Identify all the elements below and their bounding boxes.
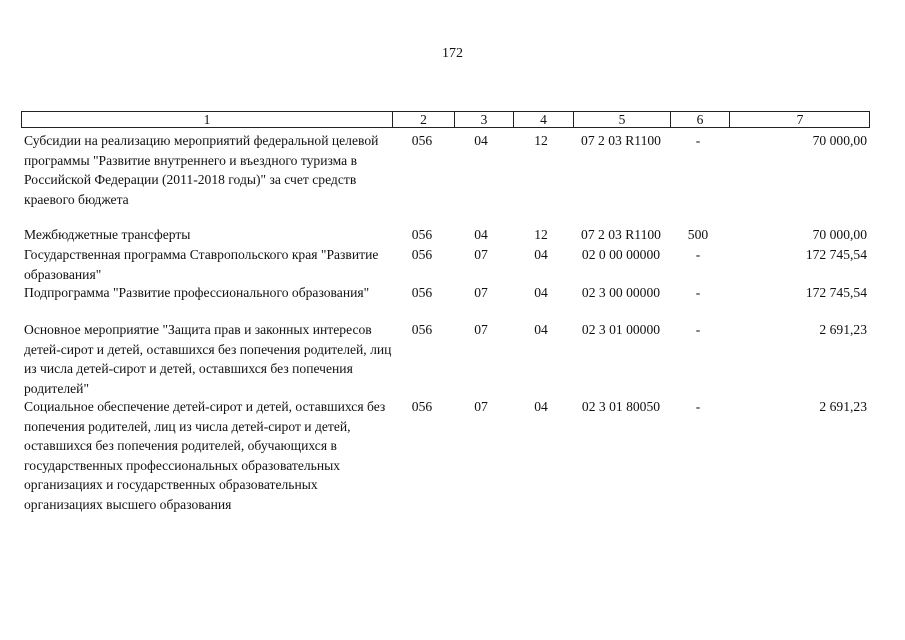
row-grbs: 056 <box>411 133 433 148</box>
header-col-4: 4 <box>540 112 547 127</box>
row-grbs: 056 <box>411 322 433 337</box>
row-expense-type: - <box>695 399 701 414</box>
row-sum: 2 691,23 <box>819 399 867 414</box>
row-grbs: 056 <box>411 285 433 300</box>
row-subsection: 12 <box>534 133 548 148</box>
row-subsection: 04 <box>534 285 548 300</box>
row-name: Межбюджетные трансферты <box>24 227 191 242</box>
row-subsection: 12 <box>534 227 548 242</box>
table-header <box>21 111 870 128</box>
row-target-article: 02 0 00 00000 <box>581 247 661 262</box>
row-name: Субсидии на реализацию мероприятий федеральной целевой программы "Развитие внутреннего и въездного туризма в Российской Федерации (2011-2018 годы)" за счет средств краевого бюджета <box>24 133 379 207</box>
row-name: Подпрограмма "Развитие профессионального образования" <box>24 285 370 300</box>
row-section: 07 <box>474 247 488 262</box>
row-sum: 172 745,54 <box>805 247 867 262</box>
row-expense-type: - <box>695 285 701 300</box>
header-col-1: 1 <box>203 112 211 127</box>
row-expense-type: 500 <box>687 227 709 242</box>
row-target-article: 02 3 01 00000 <box>581 322 661 337</box>
header-col-5: 5 <box>618 112 626 127</box>
row-section: 04 <box>474 133 488 148</box>
row-section: 04 <box>474 227 488 242</box>
header-col-2: 2 <box>420 112 427 127</box>
row-subsection: 04 <box>534 247 548 262</box>
row-sum: 2 691,23 <box>819 322 867 337</box>
header-col-3: 3 <box>480 112 488 127</box>
table-edge-tick <box>869 118 870 128</box>
row-sum: 70 000,00 <box>812 133 867 148</box>
row-name: Основное мероприятие "Защита прав и законных интересов детей-сирот и детей, оставшихся без попечения родителей, лиц из числа детей-сирот и детей, оставшихся без попечения родителей" <box>24 322 392 396</box>
header-col-6: 6 <box>696 112 704 127</box>
row-sum: 172 745,54 <box>805 285 867 300</box>
row-target-article: 07 2 03 R1100 <box>581 133 661 148</box>
row-expense-type: - <box>695 247 701 262</box>
budget-table <box>21 111 870 512</box>
page-number: 172 <box>442 46 463 61</box>
row-target-article: 07 2 03 R1100 <box>581 227 661 242</box>
row-grbs: 056 <box>411 227 433 242</box>
row-subsection: 04 <box>534 322 548 337</box>
row-name: Государственная программа Ставропольского края "Развитие образования" <box>24 247 379 282</box>
row-section: 07 <box>474 399 488 414</box>
header-col-7: 7 <box>796 112 804 127</box>
row-sum: 70 000,00 <box>812 227 867 242</box>
row-subsection: 04 <box>534 399 548 414</box>
row-target-article: 02 3 01 80050 <box>581 399 661 414</box>
row-grbs: 056 <box>411 399 433 414</box>
row-section: 07 <box>474 285 488 300</box>
row-section: 07 <box>474 322 488 337</box>
row-target-article: 02 3 00 00000 <box>581 285 661 300</box>
row-expense-type: - <box>695 133 701 148</box>
row-grbs: 056 <box>411 247 433 262</box>
row-name: Социальное обеспечение детей-сирот и детей, оставшихся без попечения родителей, лиц из числа детей-сирот и детей, оставшихся без попечения родителей, обучающихся в государственных профессиональных образовательных организациях и государственных образовательных организациях высшего образования <box>24 399 386 512</box>
row-expense-type: - <box>695 322 701 337</box>
